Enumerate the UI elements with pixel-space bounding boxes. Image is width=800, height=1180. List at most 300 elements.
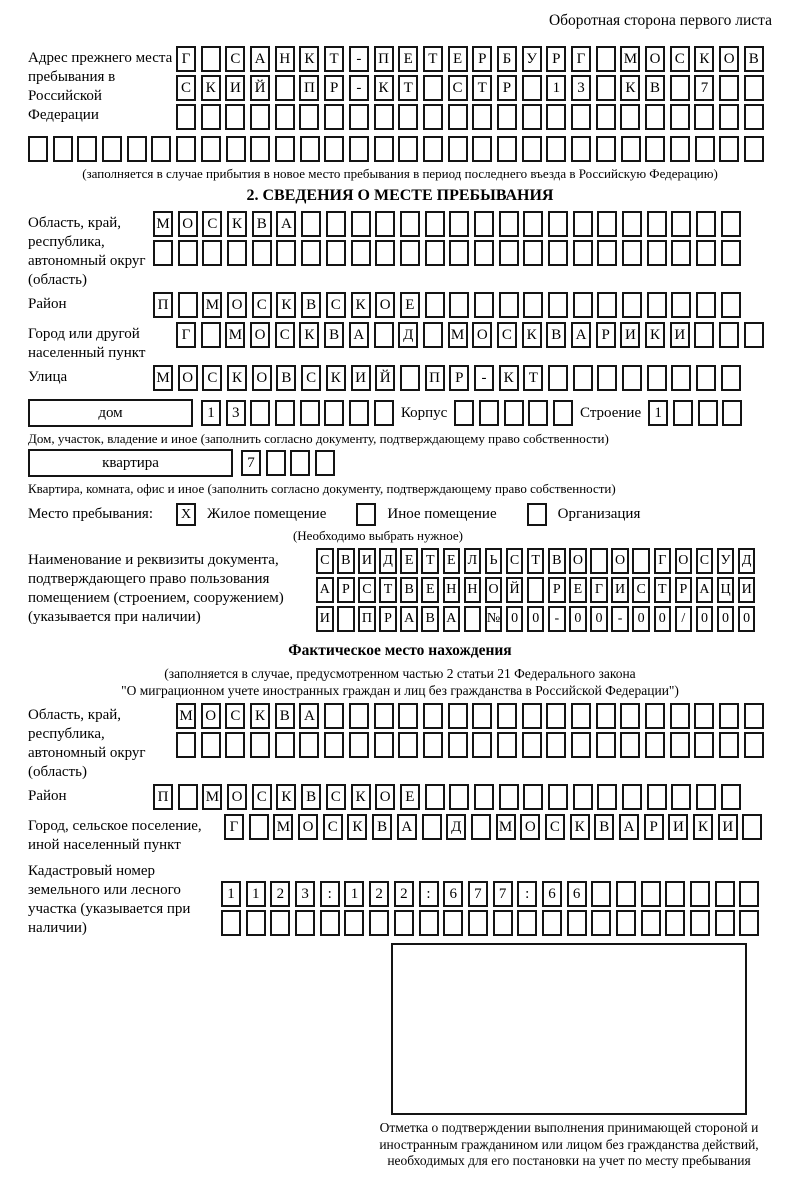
char-box[interactable]: Т xyxy=(398,75,418,101)
char-box[interactable] xyxy=(645,732,665,758)
char-box[interactable] xyxy=(523,240,543,266)
char-box[interactable]: С xyxy=(696,548,714,574)
char-box[interactable] xyxy=(517,910,537,936)
char-box[interactable] xyxy=(351,211,371,237)
organization-checkbox[interactable] xyxy=(527,503,547,526)
char-box[interactable] xyxy=(252,240,272,266)
char-box[interactable]: А xyxy=(619,814,639,840)
char-box[interactable] xyxy=(53,136,73,162)
char-box[interactable]: А xyxy=(299,703,319,729)
char-box[interactable]: И xyxy=(316,606,334,632)
char-box[interactable] xyxy=(590,548,608,574)
char-box[interactable] xyxy=(573,784,593,810)
char-box[interactable] xyxy=(696,365,716,391)
char-box[interactable]: 3 xyxy=(295,881,315,907)
char-box[interactable]: Р xyxy=(644,814,664,840)
char-box[interactable] xyxy=(591,881,611,907)
char-box[interactable]: С xyxy=(252,292,272,318)
char-box[interactable] xyxy=(349,104,369,130)
char-box[interactable] xyxy=(221,910,241,936)
char-box[interactable]: С xyxy=(326,784,346,810)
char-box[interactable] xyxy=(573,240,593,266)
char-box[interactable] xyxy=(542,910,562,936)
char-box[interactable]: Г xyxy=(571,46,591,72)
char-box[interactable]: К xyxy=(326,365,346,391)
char-box[interactable] xyxy=(324,703,344,729)
char-box[interactable] xyxy=(423,136,443,162)
char-box[interactable]: : xyxy=(419,881,439,907)
char-box[interactable] xyxy=(622,784,642,810)
char-box[interactable] xyxy=(472,104,492,130)
char-box[interactable]: Д xyxy=(379,548,397,574)
char-box[interactable]: Й xyxy=(506,577,524,603)
char-box[interactable]: П xyxy=(374,46,394,72)
char-box[interactable] xyxy=(472,136,492,162)
char-box[interactable] xyxy=(326,211,346,237)
char-box[interactable] xyxy=(671,365,691,391)
char-box[interactable]: Е xyxy=(400,548,418,574)
char-box[interactable]: С xyxy=(252,784,272,810)
char-box[interactable] xyxy=(597,240,617,266)
char-box[interactable]: О xyxy=(485,577,503,603)
char-box[interactable] xyxy=(719,75,739,101)
char-box[interactable] xyxy=(275,75,295,101)
char-box[interactable] xyxy=(349,136,369,162)
char-box[interactable]: И xyxy=(611,577,629,603)
char-box[interactable]: 6 xyxy=(567,881,587,907)
char-box[interactable] xyxy=(425,784,445,810)
char-box[interactable] xyxy=(596,703,616,729)
char-box[interactable]: В xyxy=(252,211,272,237)
char-box[interactable]: 7 xyxy=(694,75,714,101)
char-box[interactable]: С xyxy=(176,75,196,101)
char-box[interactable]: А xyxy=(276,211,296,237)
char-box[interactable] xyxy=(645,703,665,729)
char-box[interactable]: А xyxy=(400,606,418,632)
char-box[interactable]: Т xyxy=(421,548,439,574)
char-box[interactable] xyxy=(425,211,445,237)
char-box[interactable]: В xyxy=(372,814,392,840)
char-box[interactable] xyxy=(400,240,420,266)
char-box[interactable] xyxy=(622,292,642,318)
char-box[interactable]: Р xyxy=(337,577,355,603)
char-box[interactable] xyxy=(250,732,270,758)
char-box[interactable]: Г xyxy=(590,577,608,603)
char-box[interactable] xyxy=(499,292,519,318)
char-box[interactable]: О xyxy=(252,365,272,391)
char-box[interactable]: 1 xyxy=(648,400,668,426)
char-box[interactable]: 0 xyxy=(717,606,735,632)
char-box[interactable]: К xyxy=(374,75,394,101)
char-box[interactable]: У xyxy=(717,548,735,574)
char-box[interactable]: К xyxy=(227,211,247,237)
char-box[interactable] xyxy=(597,365,617,391)
char-box[interactable] xyxy=(349,732,369,758)
char-box[interactable] xyxy=(670,703,690,729)
char-box[interactable] xyxy=(546,732,566,758)
char-box[interactable] xyxy=(622,240,642,266)
char-box[interactable] xyxy=(201,732,221,758)
char-box[interactable] xyxy=(690,910,710,936)
char-box[interactable] xyxy=(369,910,389,936)
char-box[interactable] xyxy=(499,784,519,810)
char-box[interactable]: 7 xyxy=(468,881,488,907)
char-box[interactable] xyxy=(671,292,691,318)
char-box[interactable]: И xyxy=(225,75,245,101)
char-box[interactable]: О xyxy=(227,292,247,318)
char-box[interactable] xyxy=(468,910,488,936)
char-box[interactable] xyxy=(522,703,542,729)
char-box[interactable] xyxy=(647,365,667,391)
char-box[interactable] xyxy=(647,784,667,810)
char-box[interactable] xyxy=(423,732,443,758)
char-box[interactable]: 6 xyxy=(542,881,562,907)
char-box[interactable] xyxy=(721,240,741,266)
char-box[interactable]: С xyxy=(225,46,245,72)
char-box[interactable]: В xyxy=(275,703,295,729)
char-box[interactable]: С xyxy=(358,577,376,603)
char-box[interactable] xyxy=(671,784,691,810)
char-box[interactable]: М xyxy=(225,322,245,348)
char-box[interactable] xyxy=(647,240,667,266)
char-box[interactable]: М xyxy=(176,703,196,729)
char-box[interactable]: О xyxy=(611,548,629,574)
char-box[interactable] xyxy=(744,703,764,729)
char-box[interactable] xyxy=(479,400,499,426)
char-box[interactable]: И xyxy=(358,548,376,574)
char-box[interactable]: Е xyxy=(400,292,420,318)
char-box[interactable] xyxy=(694,732,714,758)
char-box[interactable]: Ц xyxy=(717,577,735,603)
char-box[interactable]: 0 xyxy=(738,606,756,632)
char-box[interactable] xyxy=(449,784,469,810)
char-box[interactable]: 1 xyxy=(221,881,241,907)
char-box[interactable] xyxy=(597,784,617,810)
char-box[interactable]: К xyxy=(522,322,542,348)
char-box[interactable]: 0 xyxy=(654,606,672,632)
char-box[interactable]: Т xyxy=(324,46,344,72)
char-box[interactable]: С xyxy=(275,322,295,348)
char-box[interactable]: П xyxy=(299,75,319,101)
char-box[interactable] xyxy=(522,104,542,130)
char-box[interactable] xyxy=(349,400,369,426)
char-box[interactable] xyxy=(290,450,310,476)
char-box[interactable]: М xyxy=(448,322,468,348)
char-box[interactable] xyxy=(744,136,764,162)
char-box[interactable] xyxy=(591,910,611,936)
char-box[interactable] xyxy=(275,104,295,130)
char-box[interactable]: Р xyxy=(596,322,616,348)
char-box[interactable] xyxy=(645,136,665,162)
char-box[interactable] xyxy=(394,910,414,936)
char-box[interactable]: О xyxy=(227,784,247,810)
char-box[interactable]: О xyxy=(178,365,198,391)
char-box[interactable] xyxy=(504,400,524,426)
char-box[interactable] xyxy=(670,136,690,162)
char-box[interactable] xyxy=(632,548,650,574)
char-box[interactable] xyxy=(326,240,346,266)
char-box[interactable] xyxy=(374,104,394,130)
char-box[interactable] xyxy=(351,240,371,266)
char-box[interactable] xyxy=(127,136,147,162)
char-box[interactable] xyxy=(315,450,335,476)
char-box[interactable]: О xyxy=(375,292,395,318)
char-box[interactable] xyxy=(722,400,742,426)
char-box[interactable]: Й xyxy=(250,75,270,101)
char-box[interactable] xyxy=(425,292,445,318)
char-box[interactable] xyxy=(744,322,764,348)
char-box[interactable]: О xyxy=(178,211,198,237)
char-box[interactable] xyxy=(620,703,640,729)
char-box[interactable] xyxy=(522,75,542,101)
char-box[interactable]: 3 xyxy=(226,400,246,426)
char-box[interactable] xyxy=(497,703,517,729)
char-box[interactable]: П xyxy=(425,365,445,391)
char-box[interactable] xyxy=(301,211,321,237)
char-box[interactable] xyxy=(275,732,295,758)
char-box[interactable]: И xyxy=(738,577,756,603)
char-box[interactable] xyxy=(176,732,196,758)
char-box[interactable]: 0 xyxy=(632,606,650,632)
char-box[interactable]: Е xyxy=(398,46,418,72)
char-box[interactable] xyxy=(647,211,667,237)
char-box[interactable]: П xyxy=(153,784,173,810)
char-box[interactable]: С xyxy=(448,75,468,101)
char-box[interactable]: : xyxy=(320,881,340,907)
apartment-type-box[interactable]: квартира xyxy=(28,449,233,477)
char-box[interactable] xyxy=(374,322,394,348)
char-box[interactable]: О xyxy=(719,46,739,72)
char-box[interactable] xyxy=(523,784,543,810)
char-box[interactable]: К xyxy=(351,784,371,810)
char-box[interactable]: И xyxy=(351,365,371,391)
char-box[interactable] xyxy=(471,814,491,840)
char-box[interactable]: У xyxy=(522,46,542,72)
char-box[interactable] xyxy=(571,136,591,162)
char-box[interactable]: Г xyxy=(224,814,244,840)
char-box[interactable] xyxy=(423,75,443,101)
char-box[interactable]: К xyxy=(201,75,221,101)
char-box[interactable]: Й xyxy=(375,365,395,391)
char-box[interactable] xyxy=(671,211,691,237)
char-box[interactable] xyxy=(527,577,545,603)
char-box[interactable] xyxy=(696,784,716,810)
char-box[interactable] xyxy=(523,292,543,318)
char-box[interactable]: К xyxy=(299,322,319,348)
char-box[interactable]: С xyxy=(497,322,517,348)
char-box[interactable] xyxy=(454,400,474,426)
char-box[interactable]: 1 xyxy=(344,881,364,907)
char-box[interactable]: Е xyxy=(569,577,587,603)
char-box[interactable]: Т xyxy=(654,577,672,603)
char-box[interactable]: К xyxy=(250,703,270,729)
char-box[interactable] xyxy=(670,104,690,130)
char-box[interactable] xyxy=(375,240,395,266)
char-box[interactable] xyxy=(548,240,568,266)
char-box[interactable]: В xyxy=(645,75,665,101)
char-box[interactable] xyxy=(299,104,319,130)
char-box[interactable] xyxy=(201,322,221,348)
char-box[interactable] xyxy=(596,46,616,72)
char-box[interactable] xyxy=(694,104,714,130)
char-box[interactable]: 2 xyxy=(394,881,414,907)
char-box[interactable] xyxy=(448,732,468,758)
char-box[interactable] xyxy=(523,211,543,237)
char-box[interactable]: 1 xyxy=(246,881,266,907)
char-box[interactable]: Р xyxy=(472,46,492,72)
char-box[interactable]: Т xyxy=(379,577,397,603)
char-box[interactable] xyxy=(472,732,492,758)
char-box[interactable]: К xyxy=(299,46,319,72)
char-box[interactable] xyxy=(374,136,394,162)
char-box[interactable]: В xyxy=(337,548,355,574)
char-box[interactable] xyxy=(744,104,764,130)
char-box[interactable]: А xyxy=(443,606,461,632)
char-box[interactable] xyxy=(719,104,739,130)
char-box[interactable] xyxy=(266,450,286,476)
char-box[interactable]: А xyxy=(696,577,714,603)
char-box[interactable] xyxy=(553,400,573,426)
char-box[interactable]: К xyxy=(347,814,367,840)
char-box[interactable]: Н xyxy=(275,46,295,72)
char-box[interactable] xyxy=(250,400,270,426)
char-box[interactable]: К xyxy=(276,784,296,810)
char-box[interactable] xyxy=(474,784,494,810)
char-box[interactable]: А xyxy=(250,46,270,72)
char-box[interactable]: М xyxy=(153,211,173,237)
char-box[interactable]: М xyxy=(153,365,173,391)
char-box[interactable] xyxy=(300,400,320,426)
char-box[interactable]: Ь xyxy=(485,548,503,574)
char-box[interactable] xyxy=(548,211,568,237)
char-box[interactable] xyxy=(696,211,716,237)
char-box[interactable]: М xyxy=(496,814,516,840)
char-box[interactable]: В xyxy=(276,365,296,391)
char-box[interactable] xyxy=(344,910,364,936)
char-box[interactable]: Т xyxy=(472,75,492,101)
char-box[interactable] xyxy=(621,136,641,162)
char-box[interactable] xyxy=(616,881,636,907)
char-box[interactable] xyxy=(721,784,741,810)
char-box[interactable] xyxy=(474,240,494,266)
char-box[interactable]: Р xyxy=(497,75,517,101)
char-box[interactable] xyxy=(449,211,469,237)
char-box[interactable] xyxy=(201,136,221,162)
char-box[interactable]: К xyxy=(620,75,640,101)
char-box[interactable]: - xyxy=(611,606,629,632)
char-box[interactable] xyxy=(739,881,759,907)
char-box[interactable]: В xyxy=(548,548,566,574)
char-box[interactable] xyxy=(398,703,418,729)
char-box[interactable]: Р xyxy=(675,577,693,603)
char-box[interactable] xyxy=(499,240,519,266)
char-box[interactable]: К xyxy=(693,814,713,840)
char-box[interactable] xyxy=(176,104,196,130)
char-box[interactable] xyxy=(226,136,246,162)
char-box[interactable]: О xyxy=(201,703,221,729)
char-box[interactable] xyxy=(250,136,270,162)
residential-checkbox[interactable]: X xyxy=(176,503,196,526)
char-box[interactable] xyxy=(225,104,245,130)
char-box[interactable]: Р xyxy=(379,606,397,632)
char-box[interactable] xyxy=(201,46,221,72)
char-box[interactable]: В xyxy=(744,46,764,72)
char-box[interactable] xyxy=(719,703,739,729)
char-box[interactable] xyxy=(176,136,196,162)
char-box[interactable]: И xyxy=(718,814,738,840)
char-box[interactable] xyxy=(641,910,661,936)
char-box[interactable]: С xyxy=(316,548,334,574)
char-box[interactable] xyxy=(546,703,566,729)
char-box[interactable] xyxy=(573,211,593,237)
char-box[interactable] xyxy=(448,703,468,729)
char-box[interactable]: Т xyxy=(527,548,545,574)
char-box[interactable]: М xyxy=(620,46,640,72)
char-box[interactable] xyxy=(596,104,616,130)
char-box[interactable]: - xyxy=(474,365,494,391)
char-box[interactable] xyxy=(742,814,762,840)
char-box[interactable] xyxy=(28,136,48,162)
char-box[interactable] xyxy=(645,104,665,130)
char-box[interactable] xyxy=(419,910,439,936)
char-box[interactable] xyxy=(422,814,442,840)
char-box[interactable]: 2 xyxy=(270,881,290,907)
char-box[interactable] xyxy=(400,365,420,391)
char-box[interactable] xyxy=(616,910,636,936)
char-box[interactable]: Т xyxy=(423,46,443,72)
char-box[interactable]: В xyxy=(546,322,566,348)
char-box[interactable]: - xyxy=(349,46,369,72)
char-box[interactable] xyxy=(719,732,739,758)
char-box[interactable] xyxy=(719,136,739,162)
char-box[interactable]: С xyxy=(225,703,245,729)
char-box[interactable]: 3 xyxy=(571,75,591,101)
char-box[interactable]: 7 xyxy=(241,450,261,476)
char-box[interactable] xyxy=(571,703,591,729)
char-box[interactable] xyxy=(349,703,369,729)
char-box[interactable] xyxy=(622,365,642,391)
char-box[interactable]: 2 xyxy=(369,881,389,907)
char-box[interactable] xyxy=(698,400,718,426)
char-box[interactable]: - xyxy=(349,75,369,101)
char-box[interactable]: Н xyxy=(464,577,482,603)
char-box[interactable] xyxy=(665,881,685,907)
char-box[interactable] xyxy=(739,910,759,936)
char-box[interactable] xyxy=(375,211,395,237)
char-box[interactable]: 0 xyxy=(569,606,587,632)
char-box[interactable] xyxy=(202,240,222,266)
char-box[interactable] xyxy=(528,400,548,426)
char-box[interactable]: К xyxy=(645,322,665,348)
char-box[interactable] xyxy=(246,910,266,936)
char-box[interactable] xyxy=(620,104,640,130)
char-box[interactable] xyxy=(374,400,394,426)
char-box[interactable] xyxy=(647,292,667,318)
char-box[interactable]: К xyxy=(499,365,519,391)
char-box[interactable] xyxy=(249,814,269,840)
char-box[interactable] xyxy=(77,136,97,162)
char-box[interactable]: : xyxy=(517,881,537,907)
char-box[interactable] xyxy=(719,322,739,348)
char-box[interactable]: С xyxy=(202,365,222,391)
char-box[interactable]: С xyxy=(202,211,222,237)
char-box[interactable] xyxy=(398,136,418,162)
char-box[interactable] xyxy=(721,292,741,318)
char-box[interactable] xyxy=(499,211,519,237)
char-box[interactable] xyxy=(641,881,661,907)
char-box[interactable] xyxy=(398,104,418,130)
char-box[interactable] xyxy=(744,75,764,101)
